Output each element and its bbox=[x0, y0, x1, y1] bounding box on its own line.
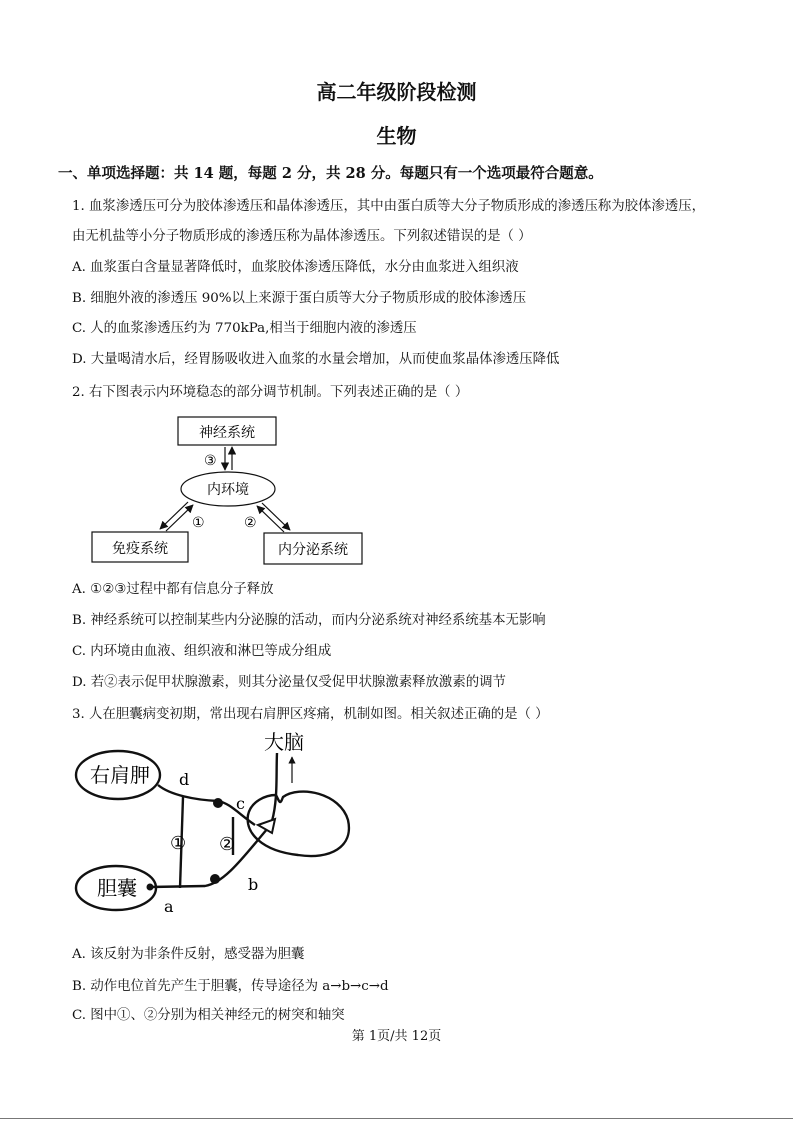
internal-environment-label: 内环境 bbox=[207, 482, 249, 498]
q2-option-a: A. ①②③过程中都有信息分子释放 bbox=[72, 582, 274, 597]
right-shoulder-label: 右肩胛 bbox=[90, 763, 150, 787]
q1-option-d: D. 大量喝清水后，经胃肠吸收进入血浆的水量会增加，从而使血浆晶体渗透压降低 bbox=[72, 352, 560, 367]
q1-option-b: B. 细胞外液的渗透压 90%以上来源于蛋白质等大分子物质形成的胶体渗透压 bbox=[72, 291, 527, 306]
page-title: 高二年级阶段检测 bbox=[316, 80, 477, 104]
q2-stem: 2. 右下图表示内环境稳态的部分调节机制。下列表述正确的是（ ） bbox=[72, 385, 469, 400]
q1-stem-line1: 1. 血浆渗透压可分为胶体渗透压和晶体渗透压，其中由蛋白质等大分子物质形成的渗透压称为胶体渗透压， bbox=[72, 199, 705, 214]
bottom-divider bbox=[0, 1118, 793, 1119]
q1-option-c: C. 人的血浆渗透压约为 770kPa,相当于细胞内液的渗透压 bbox=[72, 321, 417, 336]
ascending-fiber bbox=[272, 753, 277, 821]
label-a: a bbox=[164, 897, 174, 916]
q1-option-a: A. 血浆蛋白含量显著降低时，血浆胶体渗透压降低，水分由血浆进入组织液 bbox=[72, 260, 519, 275]
q2-regulation-diagram bbox=[0, 405, 400, 575]
mark-3: ③ bbox=[204, 453, 217, 469]
q2-option-d: D. 若②表示促甲状腺激素，则其分泌量仅受促甲状腺激素释放激素的调节 bbox=[72, 675, 506, 690]
mark-2: ② bbox=[244, 515, 257, 531]
label-d: d bbox=[179, 770, 190, 789]
immune-system-label: 免疫系统 bbox=[112, 541, 168, 557]
q3-reflex-diagram bbox=[0, 725, 400, 925]
page-subject: 生物 bbox=[376, 124, 417, 148]
q3-option-b: B. 动作电位首先产生于胆囊，传导途径为 a→b→c→d bbox=[72, 979, 389, 994]
gallbladder-label: 胆囊 bbox=[97, 876, 137, 900]
cell-body-c bbox=[213, 798, 223, 808]
label-c: c bbox=[236, 794, 245, 813]
q2-option-b: B. 神经系统可以控制某些内分泌腺的活动，而内分泌系统对神经系统基本无影响 bbox=[72, 613, 546, 628]
nervous-system-label: 神经系统 bbox=[199, 425, 255, 441]
arrow-endocrine-to-internal bbox=[257, 506, 284, 532]
arrow-immune-to-internal bbox=[166, 505, 193, 531]
label-b: b bbox=[248, 875, 259, 894]
section-heading: 一、单项选择题：共 14 题，每题 2 分，共 28 分。每题只有一个选项最符合题意。 bbox=[58, 165, 603, 182]
mark-2-neuron: ② bbox=[219, 834, 236, 855]
mark-1-neuron: ① bbox=[170, 833, 187, 854]
mark-1: ① bbox=[192, 515, 205, 531]
brain-label: 大脑 bbox=[264, 730, 304, 754]
q3-option-a: A. 该反射为非条件反射，感受器为胆囊 bbox=[72, 947, 305, 962]
synapse-triangle bbox=[258, 819, 275, 833]
arrow-internal-to-immune bbox=[160, 502, 188, 529]
page-number: 第 1页/共 12页 bbox=[351, 1029, 442, 1044]
cell-body-b bbox=[210, 874, 220, 884]
q3-option-c: C. 图中①、②分别为相关神经元的树突和轴突 bbox=[72, 1008, 345, 1023]
arrow-internal-to-endocrine bbox=[262, 503, 290, 530]
q2-option-c: C. 内环境由血液、组织液和淋巴等成分组成 bbox=[72, 644, 332, 659]
endocrine-system-label: 内分泌系统 bbox=[278, 542, 348, 558]
q3-stem: 3. 人在胆囊病变初期，常出现右肩胛区疼痛，机制如图。相关叙述正确的是（ ） bbox=[72, 707, 549, 722]
q1-stem-line2: 由无机盐等小分子物质形成的渗透压称为晶体渗透压。下列叙述错误的是（ ） bbox=[72, 229, 532, 244]
